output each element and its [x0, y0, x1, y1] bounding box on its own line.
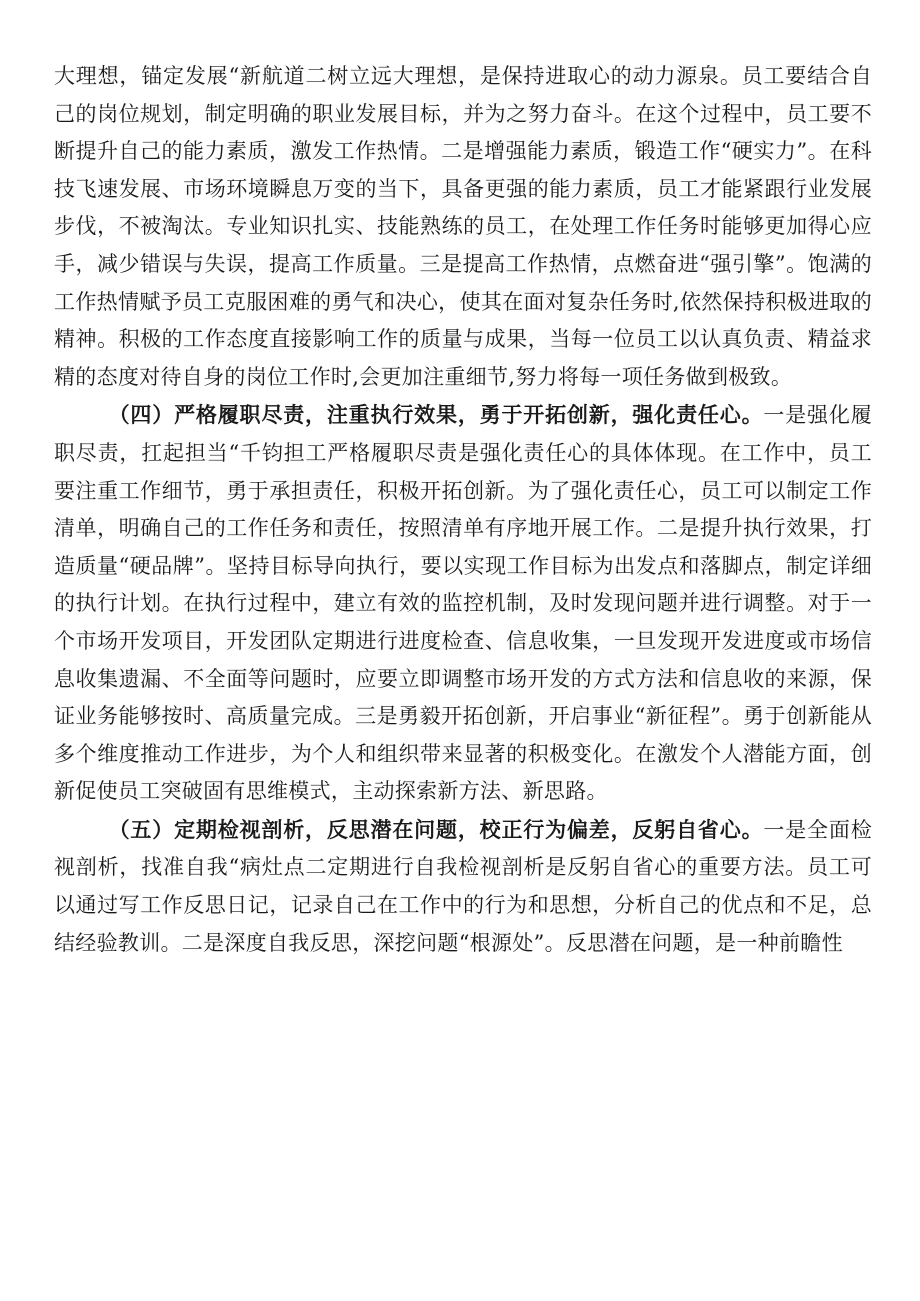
section-heading-5: （五）定期检视剖析，反思潜在问题，校正行为偏差，反躬自省心。 — [108, 816, 764, 842]
paragraph-text: 一是全面检视剖析，找准自我“病灶点二定期进行自我检视剖析是反躬自省心的重要方法。员工可以通过写工作反思日记，记录自己在工作中的行为和思想，分析自己的优点和不足，总结经验教训。二是深度自我反思，深挖问题“根源处”。反思潜在问题，是一种前瞻性 — [54, 817, 872, 955]
document-page — [54, 58, 872, 962]
section-heading-4: （四）严格履职尽责，注重执行效果，勇于开拓创新，强化责任心。 — [108, 402, 764, 428]
paragraph-section-5 — [54, 811, 872, 962]
paragraph-section-4 — [54, 396, 872, 811]
paragraph-text: 一是强化履职尽责，扛起担当“千钧担工严格履职尽责是强化责任心的具体体现。在工作中，员工要注重工作细节，勇于承担责任，积极开拓创新。为了强化责任心，员工可以制定工作清单，明确自己的工作任务和责任，按照清单有序地开展工作。二是提升执行效果，打造质量“硬品牌”。坚持目标导向执行，要以实现工作目标为出发点和落脚点，制定详细的执行计划。在执行过程中，建立有效的监控机制，及时发现问题并进行调整。对于一个市场开发项目，开发团队定期进行进度检查、信息收集，一旦发现开发进度或市场信息收集遗漏、不全面等问题时，应要立即调整市场开发的方式方法和信息收的来源，保证业务能够按时、高质量完成。三是勇毅开拓创新，开启事业“新征程”。勇于创新能从多个维度推动工作进步，为个人和组织带来显著的积极变化。在激发个人潜能方面，创新促使员工突破固有思维模式，主动探索新方法、新思路。 — [54, 403, 872, 804]
paragraph-text: 大理想，锚定发展“新航道二树立远大理想，是保持进取心的动力源泉。员工要结合自己的岗位规划，制定明确的职业发展目标，并为之努力奋斗。在这个过程中，员工要不断提升自己的能力素质，激发工作热情。二是增强能力素质，锻造工作“硬实力”。在科技飞速发展、市场环境瞬息万变的当下，具备更强的能力素质，员工才能紧跟行业发展步伐，不被淘汰。专业知识扎实、技能熟练的员工，在处理工作任务时能够更加得心应手，减少错误与失误，提高工作质量。三是提高工作热情，点燃奋进“强引擎”。饱满的工作热情赋予员工克服困难的勇气和决心，使其在面对复杂任务时,依然保持积极进取的精神。积极的工作态度直接影响工作的质量与成果，当每一位员工以认真负责、精益求精的态度对待自身的岗位工作时,会更加注重细节,努力将每一项任务做到极致。 — [54, 64, 872, 389]
paragraph-continuation — [54, 58, 872, 396]
